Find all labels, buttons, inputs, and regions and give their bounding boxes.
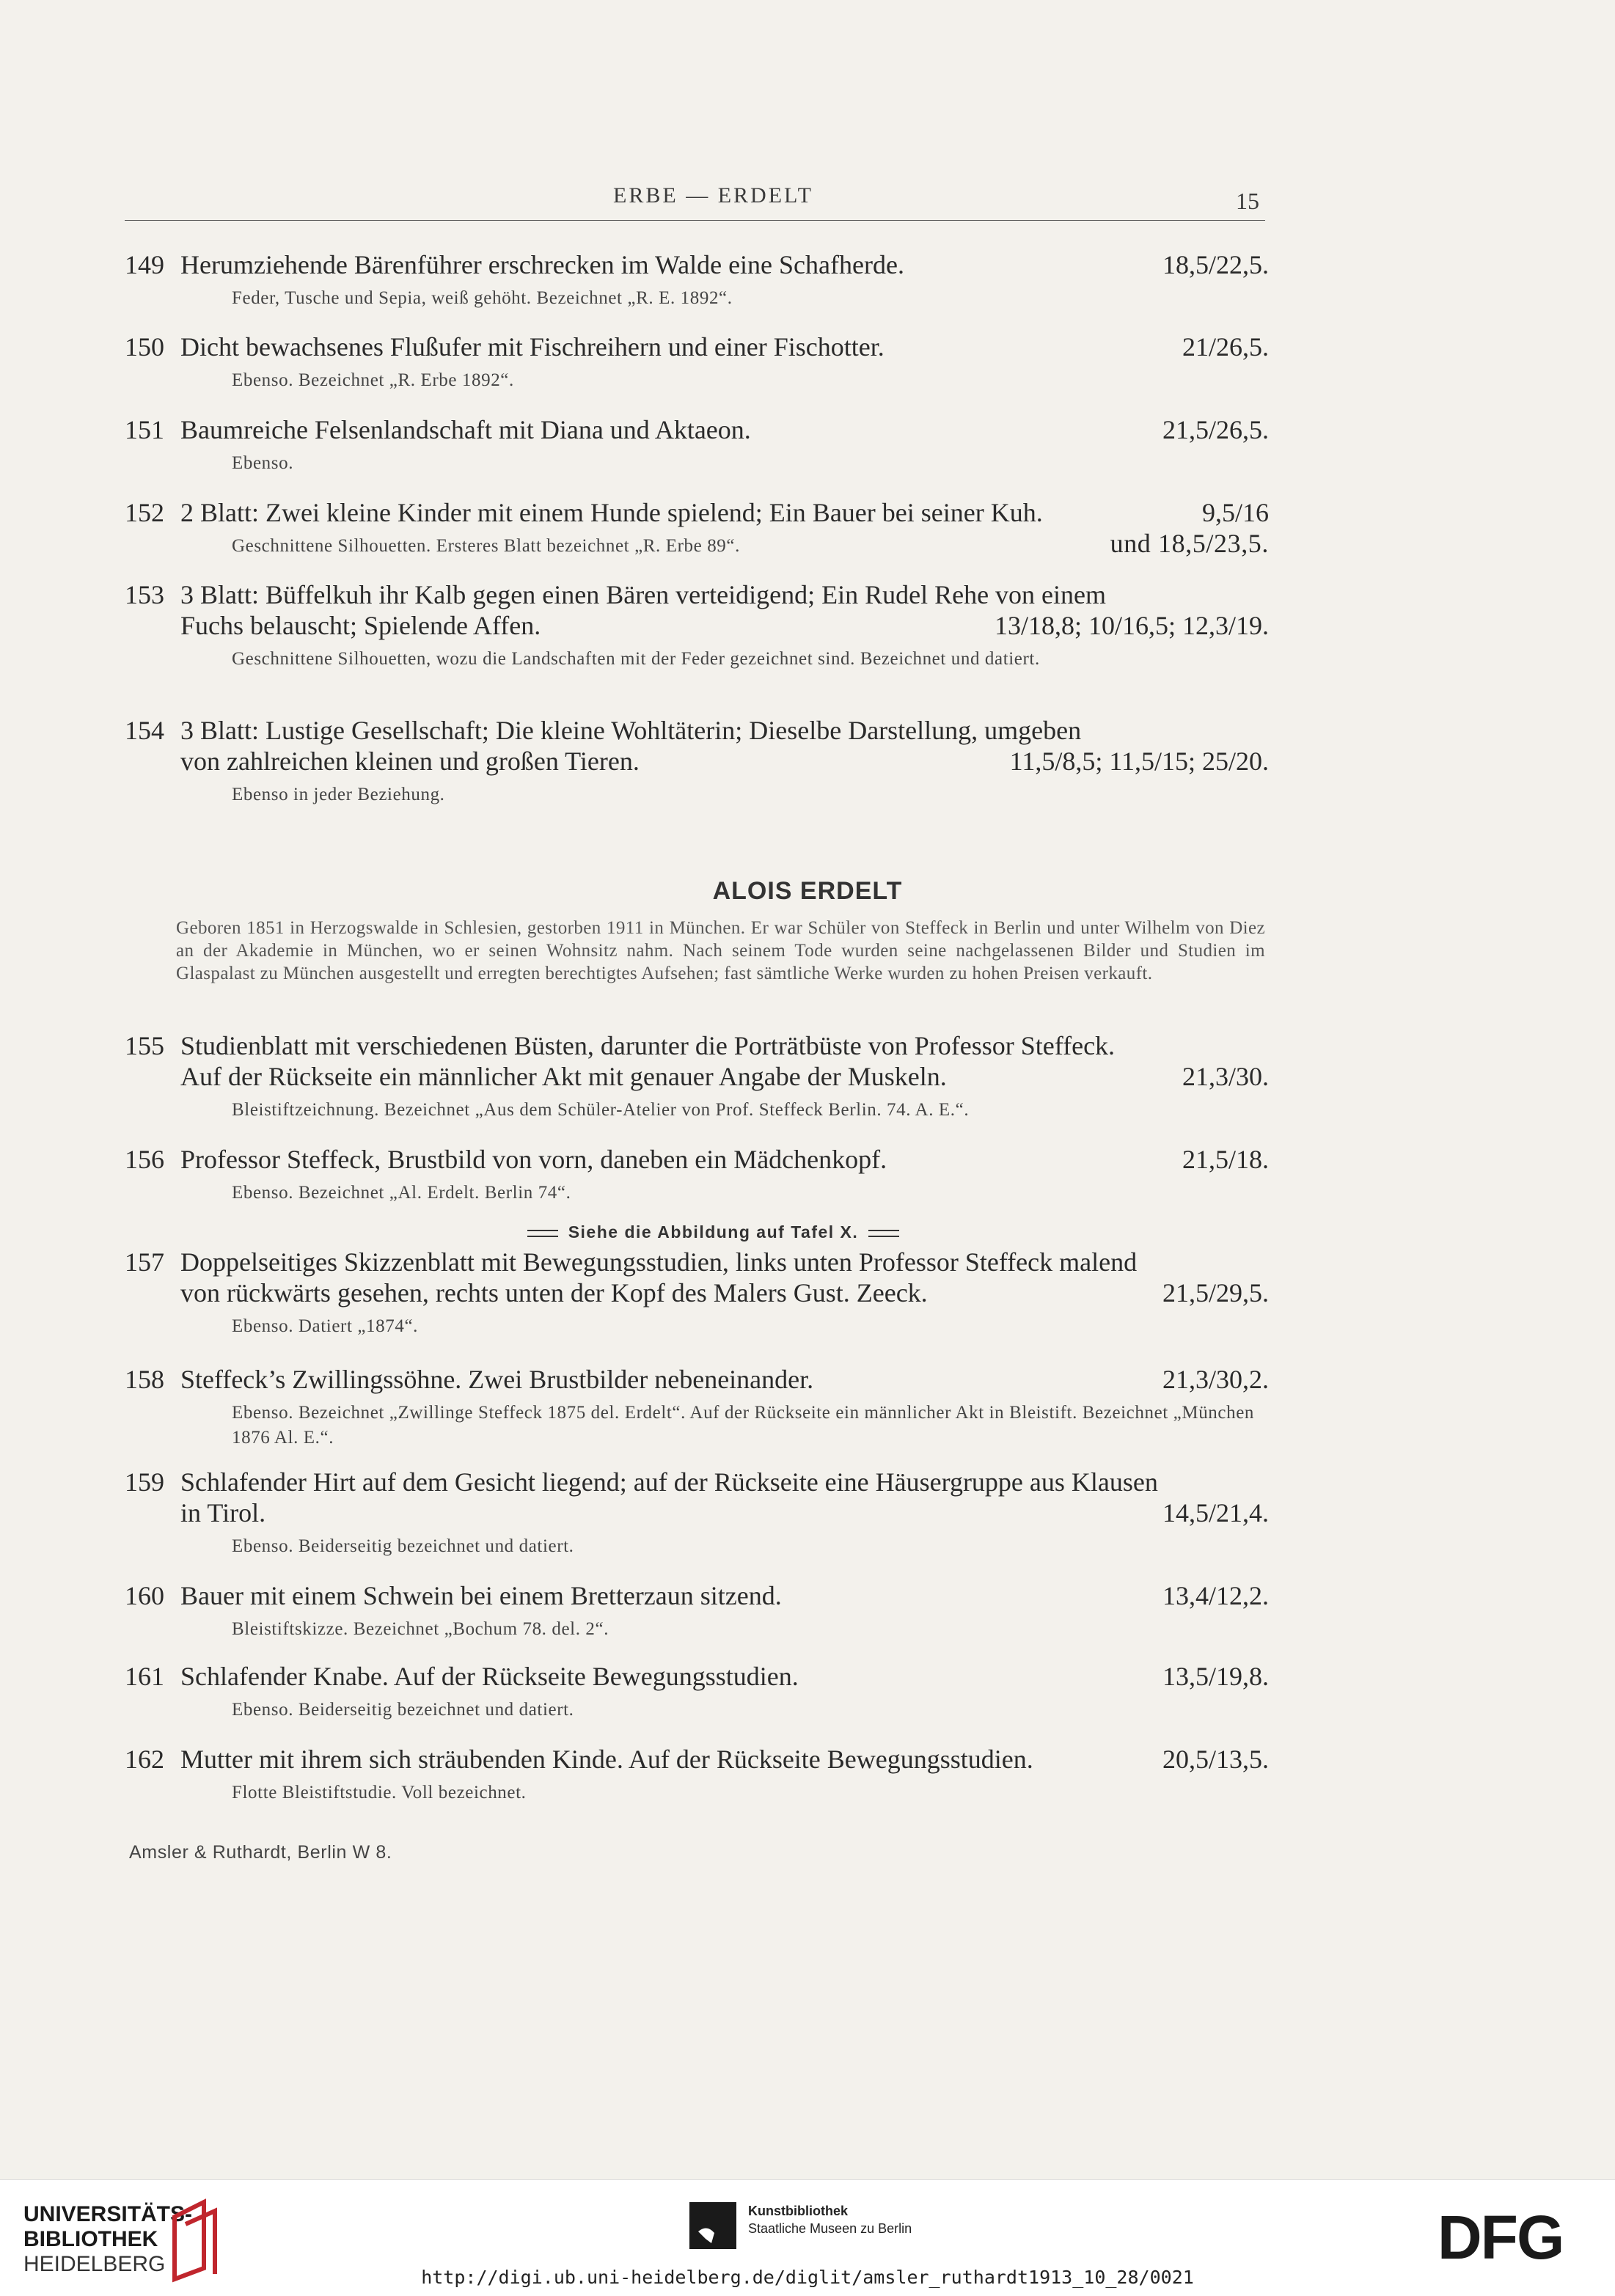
catalog-entry-159: [125, 1467, 1269, 1559]
entry-line: [125, 715, 1269, 746]
header-rule: [125, 220, 1265, 221]
catalog-entry-151: [125, 414, 1269, 476]
entry-note: [232, 286, 1269, 311]
entry-line: [125, 579, 1269, 610]
catalog-entry-162: [125, 1744, 1269, 1805]
entry-line: [125, 1030, 1269, 1061]
entry-dimensions: 21,3/30.: [1182, 1062, 1269, 1091]
entry-line: [125, 1661, 1269, 1692]
catalog-entry-150: [125, 331, 1269, 393]
entry-note-text: Geschnittene Silhouetten, wozu die Landschaften mit der Feder gezeichnet sind. Bezeichnet und datiert.: [232, 649, 1040, 669]
entry-line: [125, 1061, 1269, 1092]
entry-number: 158: [125, 1365, 164, 1394]
entry-dimensions: 18,5/22,5.: [1162, 250, 1269, 279]
entry-note-text: Flotte Bleistiftstudie. Voll bezeichnet.: [232, 1783, 527, 1802]
entry-dimensions: 13,5/19,8.: [1162, 1662, 1269, 1691]
entry-note: [232, 1401, 1269, 1450]
entry-title: Doppelseitiges Skizzenblatt mit Bewegungsstudien, links unten Professor Steffeck malend: [180, 1247, 1138, 1277]
catalog-entry-156: [125, 1144, 1269, 1206]
entry-number: 153: [125, 580, 164, 609]
entry-note-text: Geschnittene Silhouetten. Ersteres Blatt bezeichnet „R. Erbe 89“.: [232, 536, 740, 556]
running-title: ERBE — ERDELT: [613, 183, 813, 208]
catalog-entry-160: [125, 1580, 1269, 1642]
entry-note: [232, 529, 1269, 559]
entry-title: Auf der Rückseite ein männlicher Akt mit genauer Angabe der Muskeln.: [180, 1062, 947, 1091]
kunstbibliothek-eagle-icon[interactable]: [689, 2202, 736, 2249]
entry-dimensions: 14,5/21,4.: [1162, 1498, 1269, 1527]
entry-note: [232, 1314, 1269, 1339]
entry-note: [232, 782, 1269, 807]
entry-number: 156: [125, 1145, 164, 1174]
entry-note: [232, 451, 1269, 476]
catalog-entry-155: [125, 1030, 1269, 1123]
entry-line: [125, 610, 1269, 641]
entry-title: Schlafender Knabe. Auf der Rückseite Bewegungsstudien.: [180, 1662, 799, 1691]
entry-dimensions: 11,5/8,5; 11,5/15; 25/20.: [1009, 747, 1269, 776]
entry-number: 160: [125, 1581, 164, 1610]
entry-note: [232, 1698, 1269, 1723]
entry-title: Baumreiche Felsenlandschaft mit Diana und Aktaeon.: [180, 415, 751, 444]
entry-number: 162: [125, 1745, 164, 1774]
entry-title: Steffeck’s Zwillingssöhne. Zwei Brustbilder nebeneinander.: [180, 1365, 814, 1394]
entry-title: Dicht bewachsenes Flußufer mit Fischreihern und einer Fischotter.: [180, 332, 885, 362]
entry-dimensions: 21,5/29,5.: [1162, 1278, 1269, 1307]
entry-dimensions: 21,3/30,2.: [1162, 1365, 1269, 1394]
entry-number: 161: [125, 1662, 164, 1691]
catalog-entry-161: [125, 1661, 1269, 1723]
entry-line: [125, 1467, 1269, 1497]
entry-line: [125, 414, 1269, 445]
entry-note: [232, 1534, 1269, 1559]
entry-note-text: Ebenso. Bezeichnet „Zwillinge Steffeck 1875 del. Erdelt“. Auf der Rückseite ein männlicher Akt in Bleistift. Bezeichnet „München 1876 Al. E.“.: [232, 1403, 1254, 1448]
library-name-line1: UNIVERSITÄTS-: [23, 2202, 193, 2226]
entry-note-text: Ebenso. Bezeichnet „Al. Erdelt. Berlin 74“.: [232, 1183, 571, 1203]
entry-title: 3 Blatt: Lustige Gesellschaft; Die kleine Wohltäterin; Dieselbe Darstellung, umgeben: [180, 716, 1082, 745]
entry-line: [125, 1497, 1269, 1528]
entry-line: [125, 1247, 1269, 1277]
entry-dimensions: 13,4/12,2.: [1162, 1581, 1269, 1610]
page-number: 15: [1236, 188, 1259, 214]
entry-number: 151: [125, 415, 164, 444]
entry-title: 3 Blatt: Büffelkuh ihr Kalb gegen einen Bären verteidigend; Ein Rudel Rehe von einem: [180, 580, 1107, 609]
entry-line: [125, 1744, 1269, 1775]
entry-note: [232, 1617, 1269, 1642]
entry-number: 150: [125, 332, 164, 362]
entry-title: Bauer mit einem Schwein bei einem Bretterzaun sitzend.: [180, 1581, 782, 1610]
entry-line: [125, 1364, 1269, 1395]
kunstbibliothek-label[interactable]: [748, 2202, 912, 2237]
entry-number: 149: [125, 250, 164, 279]
entry-note-dimensions: und 18,5/23,5.: [1110, 529, 1269, 558]
entry-note-text: Ebenso. Datiert „1874“.: [232, 1316, 418, 1336]
entry-title: von zahlreichen kleinen und großen Tieren.: [180, 747, 640, 776]
entry-note: [232, 368, 1269, 393]
entry-note-text: Ebenso. Beiderseitig bezeichnet und datiert.: [232, 1700, 574, 1720]
kb-line1: Kunstbibliothek: [748, 2204, 848, 2218]
entry-number: 152: [125, 498, 164, 527]
kb-line2: Staatliche Museen zu Berlin: [748, 2221, 912, 2236]
double-dash-left: [527, 1230, 558, 1237]
artist-biography: Geboren 1851 in Herzogswalde in Schlesien, gestorben 1911 in München. Er war Schüler von Steffeck in Berlin und unter Wilhelm von Diez an der Akademie in München, wo er seinen Wohnsitz nahm. Nach seinem Tode wurden seine nachgelassenen Bilder und Studien im Glaspalast zu München ausgestellt und erregten berechtigtes Aufsehen; fast sämtliche Werke wurden zu hohen Preisen verkauft.: [176, 918, 1265, 983]
catalog-entry-149: [125, 249, 1269, 311]
entry-line: [125, 746, 1269, 777]
plate-reference: [0, 1222, 1427, 1242]
section-heading: ALOIS ERDELT: [712, 877, 903, 905]
catalog-entry-157: [125, 1247, 1269, 1339]
entry-line: [125, 249, 1269, 280]
entry-line: [125, 497, 1269, 528]
entry-title: Studienblatt mit verschiedenen Büsten, darunter die Porträtbüste von Professor Steffeck.: [180, 1031, 1116, 1060]
entry-note-text: Ebenso in jeder Beziehung.: [232, 785, 445, 804]
catalog-entry-152: [125, 497, 1269, 559]
entry-line: [125, 331, 1269, 362]
plate-reference-text: Siehe die Abbildung auf Tafel X.: [568, 1222, 859, 1241]
entry-note-text: Bleistiftskizze. Bezeichnet „Bochum 78. del. 2“.: [232, 1619, 609, 1639]
entry-note-text: Ebenso. Beiderseitig bezeichnet und datiert.: [232, 1536, 574, 1556]
entry-number: 155: [125, 1031, 164, 1060]
dfg-logo[interactable]: DFG: [1438, 2203, 1564, 2272]
entry-title: Herumziehende Bärenführer erschrecken im Walde eine Schafherde.: [180, 250, 904, 279]
entry-line: [125, 1277, 1269, 1308]
entry-dimensions: 21/26,5.: [1182, 332, 1269, 362]
entry-title: Schlafender Hirt auf dem Gesicht liegend; auf der Rückseite eine Häusergruppe aus Klausen: [180, 1467, 1158, 1497]
entry-dimensions: 13/18,8; 10/16,5; 12,3/19.: [994, 611, 1269, 640]
entry-note: [232, 1780, 1269, 1805]
running-head: [0, 183, 1615, 213]
entry-note: [232, 1098, 1269, 1123]
catalog-entry-158: [125, 1364, 1269, 1450]
entry-line: [125, 1144, 1269, 1175]
entry-dimensions: 20,5/13,5.: [1162, 1745, 1269, 1774]
digitization-footer: [0, 2179, 1615, 2296]
entry-note-text: Bleistiftzeichnung. Bezeichnet „Aus dem Schüler-Atelier von Prof. Steffeck Berlin. 74. A. E.“.: [232, 1100, 970, 1120]
entry-number: 159: [125, 1467, 164, 1497]
entry-dimensions: 21,5/18.: [1182, 1145, 1269, 1174]
entry-title: 2 Blatt: Zwei kleine Kinder mit einem Hunde spielend; Ein Bauer bei seiner Kuh.: [180, 498, 1043, 527]
catalog-entry-154: [125, 715, 1269, 807]
permalink-url[interactable]: http://digi.ub.uni-heidelberg.de/diglit/amsler_ruthardt1913_10_28/0021: [421, 2267, 1194, 2288]
catalog-entry-153: [125, 579, 1269, 672]
entry-title: Professor Steffeck, Brustbild von vorn, daneben ein Mädchenkopf.: [180, 1145, 887, 1174]
entry-title: Fuchs belauscht; Spielende Affen.: [180, 611, 541, 640]
entry-note: [232, 1181, 1269, 1206]
entry-note-text: Ebenso.: [232, 453, 294, 473]
entry-note: [232, 647, 1269, 672]
double-dash-right: [868, 1230, 899, 1237]
entry-line: [125, 1580, 1269, 1611]
entry-dimensions: 21,5/26,5.: [1162, 415, 1269, 444]
entry-title: Mutter mit ihrem sich sträubenden Kinde. Auf der Rückseite Bewegungsstudien.: [180, 1745, 1033, 1774]
entry-note-text: Ebenso. Bezeichnet „R. Erbe 1892“.: [232, 370, 514, 390]
publisher-imprint: Amsler & Ruthardt, Berlin W 8.: [129, 1842, 392, 1863]
entry-title: in Tirol.: [180, 1498, 266, 1527]
entry-number: 157: [125, 1247, 164, 1277]
entry-number: 154: [125, 716, 164, 745]
entry-note-text: Feder, Tusche und Sepia, weiß gehöht. Bezeichnet „R. E. 1892“.: [232, 288, 733, 308]
library-name-line2: BIBLIOTHEK: [23, 2227, 158, 2251]
entry-dimensions: 9,5/16: [1201, 498, 1269, 527]
entry-title: von rückwärts gesehen, rechts unten der Kopf des Malers Gust. Zeeck.: [180, 1278, 928, 1307]
library-name-line3: HEIDELBERG: [23, 2252, 166, 2276]
